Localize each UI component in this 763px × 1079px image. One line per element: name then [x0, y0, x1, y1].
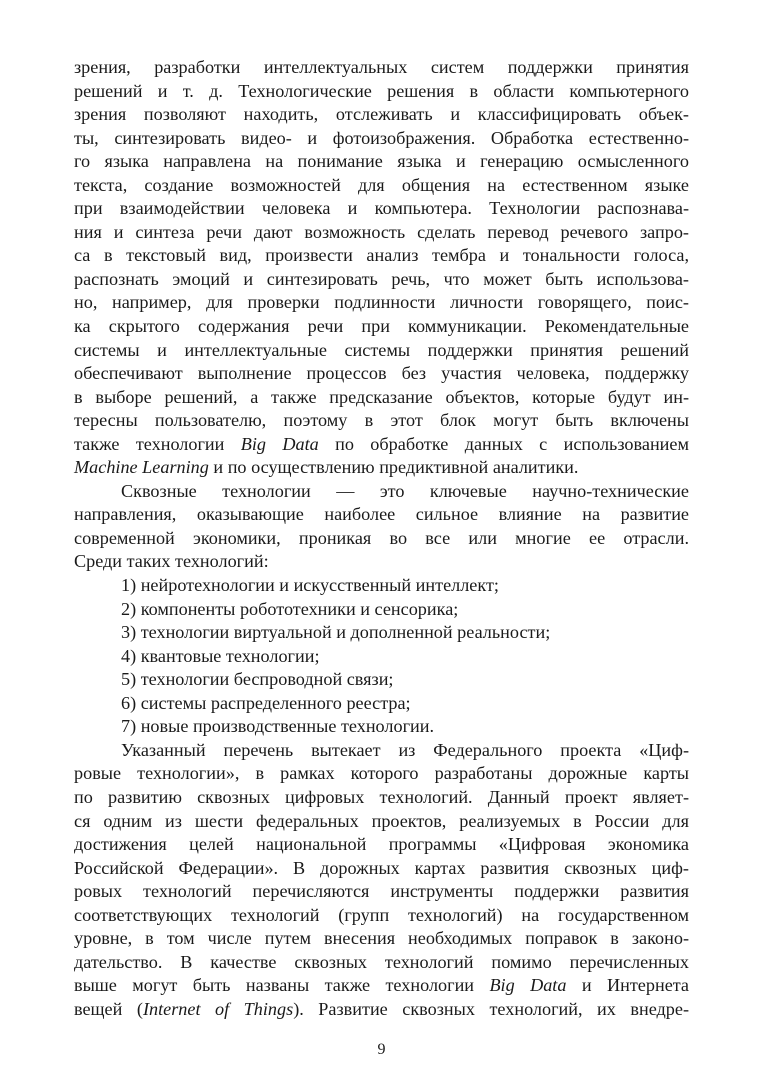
text-line: в выборе решений, а также предсказание объектов, которые будут ин-: [74, 386, 689, 407]
text-line: дательство. В качестве сквозных технологий помимо перечисленных: [74, 951, 689, 972]
body-text: [74, 56, 689, 1021]
text-line: по развитию сквозных цифровых технологий. Данный проект являет-: [74, 786, 689, 807]
text-line: Указанный перечень вытекает из Федерального проекта «Циф-: [121, 739, 689, 760]
text-line: са в текстовый вид, произвести анализ тембра и тональности голоса,: [74, 245, 689, 266]
text-line: 5) технологии беспроводной связи;: [121, 669, 394, 690]
page-number: 9: [377, 1041, 386, 1058]
text-line: ровых технологий перечисляются инструменты поддержки развития: [74, 881, 689, 902]
text-line: соответствующих технологий (групп технологий) на государственном: [74, 904, 689, 925]
text-line: уровне, в том числе путем внесения необходимых поправок в законо-: [74, 928, 689, 949]
text-line: 2) компоненты робототехники и сенсорика;: [121, 598, 459, 619]
text-line: ния и синтеза речи дают возможность сделать перевод речевого запро-: [74, 221, 689, 242]
text-line: современной экономики, проникая во все или многие ее отрасли.: [74, 527, 689, 548]
text-line: ся одним из шести федеральных проектов, реализуемых в России для: [74, 810, 689, 831]
text-line: зрения, разработки интеллектуальных систем поддержки принятия: [74, 57, 689, 77]
text-line: ты, синтезировать видео- и фотоизображения. Обработка естественно-: [74, 127, 689, 148]
italic-term: Big Data: [240, 433, 319, 454]
text-line: тересны пользователю, поэтому в этот блок могут быть включены: [74, 410, 689, 431]
italic-term: Internet of Things: [142, 998, 294, 1019]
text-line: обеспечивают выполнение процессов без участия человека, поддержку: [74, 363, 689, 384]
text-line: направления, оказывающие наиболее сильное влияние на развитие: [74, 504, 689, 525]
text-line: текста, создание возможностей для общения на естественном языке: [74, 174, 689, 195]
text-line: достижения целей национальной программы «Цифровая экономика: [74, 834, 689, 855]
text-line: 3) технологии виртуальной и дополненной реальности;: [121, 622, 551, 643]
text-line: также технологии Big Data по обработке данных с использованием: [74, 433, 689, 454]
text-line: 7) новые производственные технологии.: [121, 716, 435, 737]
text-line: Machine Learning и по осуществлению предиктивной аналитики.: [74, 457, 579, 478]
text-line: системы и интеллектуальные системы поддержки принятия решений: [74, 339, 689, 360]
text-line: вещей (Internet of Things). Развитие сквозных технологий, их внедре-: [74, 998, 690, 1019]
italic-term: Big Data: [489, 975, 567, 996]
text-line: 4) квантовые технологии;: [121, 645, 320, 666]
text-line: ка скрытого содержания речи при коммуникации. Рекомендательные: [74, 316, 689, 337]
text-line: Среди таких технологий:: [74, 551, 269, 572]
text-line: 1) нейротехнологии и искусственный интеллект;: [121, 575, 499, 596]
italic-term: Machine Learning: [74, 457, 209, 478]
text-line: но, например, для проверки подлинности личности говорящего, поис-: [74, 292, 689, 313]
text-line: ровые технологии», в рамках которого разработаны дорожные карты: [74, 763, 689, 784]
text-line: Сквозные технологии — это ключевые научно-технические: [121, 480, 689, 501]
text-line: зрения позволяют находить, отслеживать и классифицировать объек-: [74, 104, 689, 125]
text-line: Российской Федерации». В дорожных картах развития сквозных циф-: [74, 857, 689, 878]
text-line: го языка направлена на понимание языка и генерацию осмысленного: [74, 151, 689, 172]
text-line: выше могут быть названы также технологии Big Data и Интернета: [74, 975, 690, 996]
text-line: распознать эмоций и синтезировать речь, что может быть использова-: [74, 268, 689, 289]
text-line: решений и т. д. Технологические решения в области компьютерного: [74, 80, 689, 101]
text-line: при взаимодействии человека и компьютера. Технологии распознава-: [74, 198, 689, 219]
text-line: 6) системы распределенного реестра;: [121, 692, 411, 713]
